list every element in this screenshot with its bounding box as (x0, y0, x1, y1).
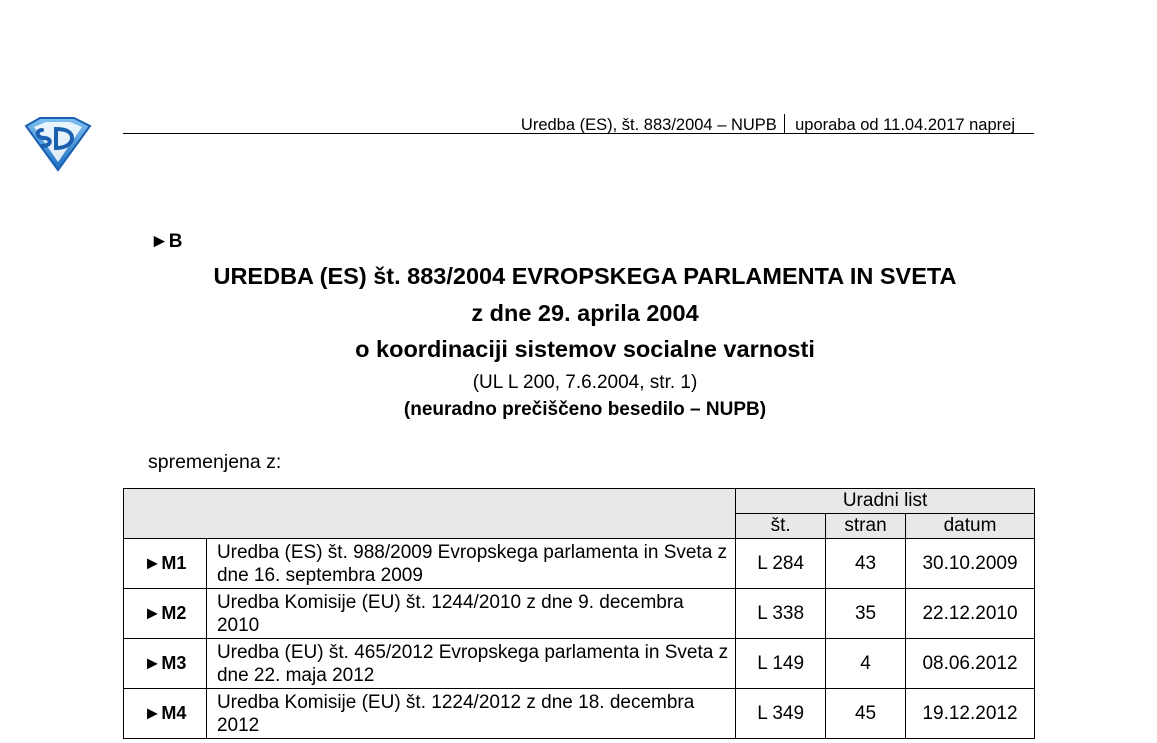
journal-date: 30.10.2009 (906, 539, 1035, 589)
header-separator (784, 114, 785, 134)
base-act-marker: ►B (150, 231, 183, 252)
amendment-description: Uredba (EU) št. 465/2012 Evropskega parlamenta in Sveta z dne 22. maja 2012 (206, 639, 735, 689)
official-journal-reference: (UL L 200, 7.6.2004, str. 1) (472, 372, 698, 393)
amendment-marker: ►M1 (124, 539, 207, 589)
amendments-table (123, 488, 1035, 739)
journal-page: 4 (826, 639, 906, 689)
journal-page: 45 (826, 689, 906, 739)
journal-number: L 338 (736, 589, 826, 639)
amendment-description: Uredba (ES) št. 988/2009 Evropskega parlamenta in Sveta z dne 16. septembra 2009 (206, 539, 735, 589)
column-header-date: datum (906, 514, 1035, 539)
table-row (124, 589, 1035, 639)
amendment-marker: ►M4 (124, 689, 207, 739)
journal-number: L 349 (736, 689, 826, 739)
column-header-page: stran (826, 514, 906, 539)
document-subject: o koordinaciji sistemov socialne varnosti (355, 336, 815, 362)
header-rule (123, 133, 1034, 134)
header-validity: uporaba od 11.04.2017 naprej (795, 116, 1015, 134)
journal-page: 43 (826, 539, 906, 589)
table-row (124, 639, 1035, 689)
journal-date: 19.12.2012 (906, 689, 1035, 739)
header-regulation: Uredba (ES), št. 883/2004 – NUPB (520, 116, 777, 134)
document-title: UREDBA (ES) št. 883/2004 EVROPSKEGA PARLAMENTA IN SVETA (213, 263, 957, 289)
amendment-description: Uredba Komisije (EU) št. 1224/2012 z dne 18. decembra 2012 (206, 689, 735, 739)
journal-page: 35 (826, 589, 906, 639)
journal-date: 22.12.2010 (906, 589, 1035, 639)
amendment-description: Uredba Komisije (EU) št. 1244/2010 z dne 9. decembra 2010 (206, 589, 735, 639)
table-header-row (124, 489, 1035, 514)
amended-by-label: spremenjena z: (148, 451, 282, 473)
consolidated-note: (neuradno prečiščeno besedilo – NUPB) (403, 399, 767, 420)
official-journal-header: Uradni list (736, 489, 1035, 514)
journal-number: L 284 (736, 539, 826, 589)
column-header-number: št. (736, 514, 826, 539)
publisher-logo-icon (22, 116, 92, 172)
table-header-empty (124, 489, 736, 539)
journal-date: 08.06.2012 (906, 639, 1035, 689)
table-row (124, 539, 1035, 589)
table-row (124, 689, 1035, 739)
running-header (521, 114, 1015, 135)
amendment-marker: ►M2 (124, 589, 207, 639)
amendment-marker: ►M3 (124, 639, 207, 689)
document-date: z dne 29. aprila 2004 (471, 300, 699, 326)
journal-number: L 149 (736, 639, 826, 689)
